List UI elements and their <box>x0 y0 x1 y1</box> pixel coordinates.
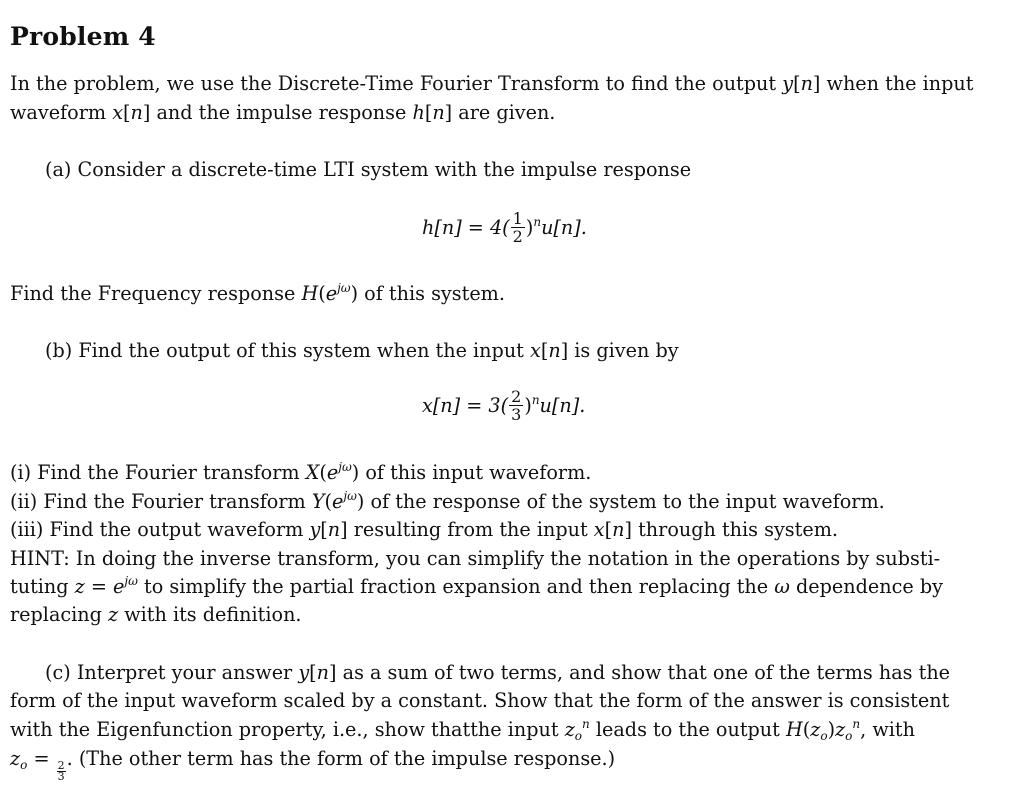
problem-title: Problem 4 <box>10 22 156 51</box>
impulse-response-equation: h[n] = 4( $\frac{1}{2}$ )$^n$ u[n]. <box>422 209 587 246</box>
fraction-z0-two-thirds: $\frac{2}{3}$ <box>57 759 65 783</box>
part-b-ii: (ii) Find the Fourier transform $Y(e^{j\omega})$ of the response of the system to the input waveform. <box>10 489 885 513</box>
part-c-line-3: with the Eigenfunction property, i.e., show thatthe input $z_o^n$ leads to the output $H(z_o)z_o^n$, with <box>10 717 915 743</box>
part-b-i: (i) Find the Fourier transform $X(e^{j\omega})$ of this input waveform. <box>10 460 592 484</box>
fraction-one-half: $\frac{1}{2}$ <box>512 209 523 246</box>
fraction-two-thirds: $\frac{2}{3}$ <box>511 387 522 424</box>
part-c-line-2: form of the input waveform scaled by a constant. Show that the form of the answer is consistent <box>10 689 950 712</box>
part-c-line-1: (c) Interpret your answer y[n] as a sum of two terms, and show that one of the terms has the <box>45 661 951 684</box>
part-c-line-4: $z_o$ = $\frac{2}{3}$ . (The other term has the form of the impulse response.) <box>10 747 616 783</box>
part-a-find: Find the Frequency response $H(e^{j\omega})$ of this system. <box>10 281 505 305</box>
part-b-iii: (iii) Find the output waveform y[n] resulting from the input x[n] through this system. <box>10 518 839 541</box>
hint-line-3: replacing z with its definition. <box>10 603 302 626</box>
hint-line-1: HINT: In doing the inverse transform, you can simplify the notation in the operations by substi- <box>10 547 941 570</box>
intro-line-2: waveform x[n] and the impulse response h[n] are given. <box>10 101 556 124</box>
intro-line-1: In the problem, we use the Discrete-Time Fourier Transform to find the output y[n] when the input <box>10 72 974 95</box>
hint-line-2: tuting $z = e^{j\omega}$ to simplify the partial fraction expansion and then replacing the ω dependence by <box>10 574 943 598</box>
input-waveform-equation: x[n] = 3( $\frac{2}{3}$ )$^n$ u[n]. <box>422 387 586 424</box>
part-b-label: (b) Find the output of this system when the input x[n] is given by <box>45 339 679 362</box>
part-a-label: (a) Consider a discrete-time LTI system with the impulse response <box>45 158 692 181</box>
